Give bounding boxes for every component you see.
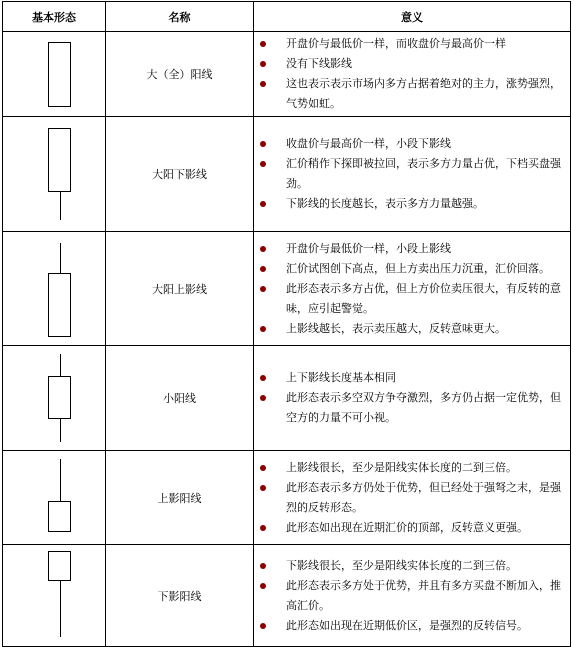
meaning-cell <box>254 451 571 545</box>
table-row <box>3 232 571 346</box>
meaning-cell <box>254 346 571 451</box>
table-row <box>3 346 571 451</box>
meaning-list <box>254 458 564 538</box>
candle-body <box>48 551 71 581</box>
candle-name: 大阳下影线 <box>106 117 254 232</box>
candle-lower-wick <box>60 581 61 637</box>
candle-name: 下影阳线 <box>106 545 254 647</box>
list-item: 下影线的长度越长，表示多方力量越强。 <box>254 194 564 214</box>
list-item: 上影线越长，表示卖压越大，反转意味更大。 <box>254 319 564 339</box>
candle-shape-cell <box>3 232 106 346</box>
candle-name: 上影阳线 <box>106 451 254 545</box>
list-item: 汇价稍作下探即被拉回，表示多方力量占优，下档买盘强劲。 <box>254 154 564 194</box>
candle-upper-wick <box>60 459 61 501</box>
candle-body <box>48 273 71 337</box>
candle-body <box>48 128 71 192</box>
candlestick-table <box>2 1 571 647</box>
list-item: 没有下线影线 <box>254 54 564 74</box>
candle-name: 大阳上影线 <box>106 232 254 346</box>
list-item: 此形态表示多方占优，但上方价位卖压很大，有反转的意味，应引起警觉。 <box>254 279 564 319</box>
candle-body <box>48 42 71 107</box>
list-item: 此形态表示多方处于优势，并且有多方买盘不断加入，推高汇价。 <box>254 576 564 616</box>
candle-name: 小阳线 <box>106 346 254 451</box>
list-item: 这也表示表示市场内多方占据着绝对的主力，涨势强烈，气势如虹。 <box>254 74 564 114</box>
header-name: 名称 <box>106 2 254 32</box>
list-item: 此形态表示多空双方争夺激烈，多方仍占据一定优势，但空方的力量不可小视。 <box>254 388 564 428</box>
meaning-list <box>254 556 564 636</box>
table-row <box>3 32 571 117</box>
candle-shape-cell <box>3 117 106 232</box>
meaning-cell <box>254 545 571 647</box>
list-item: 上下影线长度基本相同 <box>254 368 564 388</box>
candle-shape-cell <box>3 32 106 117</box>
list-item: 此形态如出现在近期汇价的顶部，反转意义更强。 <box>254 518 564 538</box>
list-item: 汇价试图创下高点，但上方卖出压力沉重，汇价回落。 <box>254 259 564 279</box>
candle-lower-wick <box>60 192 61 220</box>
list-item: 上影线很长，至少是阳线实体长度的二到三倍。 <box>254 458 564 478</box>
list-item: 下影线很长，至少是阳线实体长度的二到三倍。 <box>254 556 564 576</box>
candle-shape-cell <box>3 451 106 545</box>
list-item: 开盘价与最低价一样，小段上影线 <box>254 239 564 259</box>
candle-upper-wick <box>60 243 61 273</box>
candle-shape-cell <box>3 545 106 647</box>
candle-name: 大（全）阳线 <box>106 32 254 117</box>
meaning-cell <box>254 117 571 232</box>
header-meaning: 意义 <box>254 2 571 32</box>
candle-body <box>48 376 71 419</box>
meaning-list <box>254 34 564 114</box>
header-shape: 基本形态 <box>3 2 106 32</box>
candle-shape-cell <box>3 346 106 451</box>
list-item: 开盘价与最低价一样，而收盘价与最高价一样 <box>254 34 564 54</box>
list-item: 收盘价与最高价一样，小段下影线 <box>254 134 564 154</box>
meaning-list <box>254 134 564 214</box>
table-row <box>3 117 571 232</box>
meaning-cell <box>254 32 571 117</box>
list-item: 此形态表示多方仍处于优势，但已经处于强弩之末，是强烈的反转形态。 <box>254 478 564 518</box>
meaning-list <box>254 368 564 428</box>
table-row <box>3 545 571 647</box>
header-row <box>3 2 571 32</box>
meaning-cell <box>254 232 571 346</box>
list-item: 此形态如出现在近期低价区，是强烈的反转信号。 <box>254 616 564 636</box>
meaning-list <box>254 239 564 339</box>
table-row <box>3 451 571 545</box>
candle-body <box>48 501 71 532</box>
